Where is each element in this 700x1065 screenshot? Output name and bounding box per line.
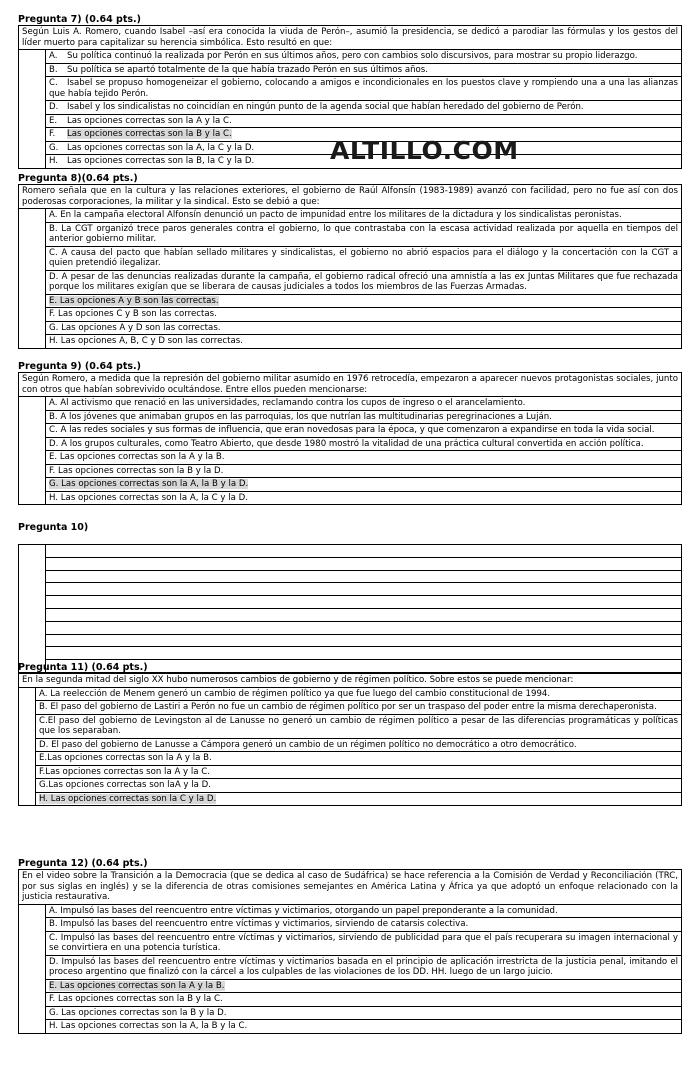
question-11-stem: En la segunda mitad del siglo XX hubo numerosos cambios de gobierno y de régimen político. Sobre estos se puede mencionar:: [18, 673, 682, 688]
blank-row: [45, 622, 681, 635]
option-d[interactable]: D. Impulsó las bases del reencuentro entre víctimas y victimarios basada en el principio de aplicación irrestricta de la justicia penal, imitando el proceso argentino que finalizó con la cárcel a los culpables de las violaciones de los DD. HH. luego de un largo juicio.: [45, 956, 681, 980]
option-h[interactable]: H. Las opciones correctas son la A, la C y la D.: [45, 492, 681, 505]
question-9-title: Pregunta 9) (0.64 pts.): [18, 361, 141, 372]
question-11-title: Pregunta 11) (0.64 pts.): [18, 662, 148, 673]
blank-row: [45, 545, 681, 558]
question-12-stem: En el video sobre la Transición a la Democracia (que se dedica al caso de Sudáfrica) se hace referencia a la Comisión de Verdad y Reconciliación (TRC, por sus siglas en inglés) y se la diferencia de otras comisiones semejantes en América Latina y África ya que adoptó un enfoque relacionado con la justicia restaurativa.: [18, 869, 682, 905]
question-7-stem: Según Luis A. Romero, cuando Isabel –así era conocida la viuda de Perón–, asumió la presidencia, se dedicó a parodiar las fórmulas y los gestos del líder muerto para capitalizar su herencia simbólica. Esto resultó en que:: [18, 25, 682, 50]
blank-row: [45, 635, 681, 648]
option-b[interactable]: B. A los jóvenes que animaban grupos en las parroquias, los que nutrían las multitudinarias peregrinaciones a Luján.: [45, 411, 681, 425]
question-10-title: Pregunta 10): [18, 522, 89, 533]
blank-row: [45, 609, 681, 622]
watermark-logo: ALTILLO.COM: [330, 136, 519, 165]
option-c[interactable]: C. Isabel se propuso homogeneizar el gobierno, colocando a amigos e incondicionales en los puestos clave y rompiendo una a una las alianzas que había tejido Perón.: [45, 77, 681, 101]
option-e[interactable]: E.Las opciones correctas son la A y la B.: [35, 752, 681, 766]
option-g[interactable]: G. Las opciones correctas son la A, la B y la D.: [45, 478, 681, 492]
question-8-title: Pregunta 8)(0.64 pts.): [18, 173, 138, 184]
option-c[interactable]: C. A las redes sociales y sus formas de influencia, que eran novedosas para la época, y que comenzaron a expandirse en toda la vida social.: [45, 424, 681, 438]
option-g[interactable]: G. Las opciones A y D son las correctas.: [45, 322, 681, 336]
question-9-options: [18, 397, 682, 505]
option-f[interactable]: F.Las opciones correctas son la A y la C.: [35, 766, 681, 780]
question-10-blank-table: [18, 544, 682, 673]
option-h[interactable]: H. Las opciones correctas son la B, la C y la D.: [45, 155, 681, 168]
question-9: [18, 361, 682, 505]
option-b[interactable]: B. Su política se apartó totalmente de la que había trazado Perón en sus últimos años.: [45, 64, 681, 78]
option-b[interactable]: B. El paso del gobierno de Lastiri a Perón no fue un cambio de régimen político por ser un traspaso del poder entre la misma derechaperonista.: [35, 701, 681, 715]
option-e[interactable]: E. Las opciones A y B son las correctas.: [45, 295, 681, 309]
question-12-title: Pregunta 12) (0.64 pts.): [18, 858, 148, 869]
option-e[interactable]: E. Las opciones correctas son la A y la C.: [45, 115, 681, 129]
option-e[interactable]: E. Las opciones correctas son la A y la B.: [45, 980, 681, 994]
blank-row: [45, 583, 681, 596]
option-f[interactable]: F. Las opciones correctas son la B y la D.: [45, 465, 681, 479]
blank-row: [45, 571, 681, 584]
option-a[interactable]: A. Al activismo que renació en las universidades, reclamando contra los cupos de ingreso o el arancelamiento.: [45, 397, 681, 411]
option-g[interactable]: G. Las opciones correctas son la B y la D.: [45, 1007, 681, 1021]
option-c[interactable]: C. Impulsó las bases del reencuentro entre víctimas y victimarios, sirviendo de publicidad para que el país recuperara su imagen internacional y se convirtiera en una potencia turística.: [45, 932, 681, 956]
option-g[interactable]: G. Las opciones correctas son la A, la C y la D.: [45, 142, 681, 156]
option-h[interactable]: H. Las opciones correctas son la C y la D.: [35, 793, 681, 806]
question-8: [18, 173, 682, 349]
question-8-stem: Romero señala que en la cultura y las relaciones exteriores, el gobierno de Raúl Alfonsín (1983-1989) avanzó con facilidad, pero no fue así con dos poderosas corporaciones, la militar y la sindical. Esto se debió a que:: [18, 184, 682, 209]
option-g[interactable]: G.Las opciones correctas son laA y la D.: [35, 779, 681, 793]
option-h[interactable]: H. Las opciones correctas son la A, la B y la C.: [45, 1020, 681, 1033]
blank-row: [45, 596, 681, 609]
question-10: [18, 522, 682, 673]
question-8-options: [18, 209, 682, 349]
question-11: [18, 662, 682, 806]
question-12: [18, 858, 682, 1034]
blank-row: [45, 647, 681, 660]
option-a[interactable]: A. La reelección de Menem generó un cambio de régimen político ya que fue luego del cambio constitucional de 1994.: [35, 688, 681, 702]
option-d[interactable]: D. A pesar de las denuncias realizadas durante la campaña, el gobierno radical ofreció una amnistía a las ex Juntas Militares que fue rechazada porque los militares exigían que se liberara de causas judiciales a todos los miembros de las Fuerzas Armadas.: [45, 271, 681, 295]
option-d[interactable]: D. Isabel y los sindicalistas no coincidían en ningún punto de la agenda social que habían heredado del gobierno de Perón.: [45, 101, 681, 115]
option-h[interactable]: H. Las opciones A, B, C y D son las correctas.: [45, 335, 681, 348]
option-d[interactable]: D. El paso del gobierno de Lanusse a Cámpora generó un cambio de un régimen político no democrático a otro democrático.: [35, 739, 681, 753]
option-f[interactable]: F. Las opciones C y B son las correctas.: [45, 308, 681, 322]
option-b[interactable]: B. Impulsó las bases del reencuentro entre víctimas y victimarios, sirviendo de catarsis colectiva.: [45, 918, 681, 932]
option-a[interactable]: A. En la campaña electoral Alfonsín denunció un pacto de impunidad entre los militares de la dictadura y los sindicalistas peronistas.: [45, 209, 681, 223]
option-c[interactable]: C.El paso del gobierno de Levingston al de Lanusse no generó un cambio de régimen político a pesar de las diferencias programáticas y políticas que los separaban.: [35, 715, 681, 739]
question-12-options: [18, 905, 682, 1034]
option-b[interactable]: B. La CGT organizó trece paros generales contra el gobierno, lo que contrastaba con la escasa actividad realizada por aquella en tiempos del anterior gobierno militar.: [45, 223, 681, 247]
option-e[interactable]: E. Las opciones correctas son la A y la B.: [45, 451, 681, 465]
blank-row: [45, 558, 681, 571]
option-a[interactable]: A. Su política continuó la realizada por Perón en sus últimos años, pero con cambios solo discursivos, para mostrar su propio liderazgo.: [45, 50, 681, 64]
option-d[interactable]: D. A los grupos culturales, como Teatro Abierto, que desde 1980 mostró la vitalidad de una práctica cultural convertida en acción política.: [45, 438, 681, 452]
option-f[interactable]: F. Las opciones correctas son la B y la C.: [45, 993, 681, 1007]
option-a[interactable]: A. Impulsó las bases del reencuentro entre víctimas y victimarios, otorgando un papel preponderante a la comunidad.: [45, 905, 681, 919]
question-9-stem: Según Romero, a medida que la represión del gobierno militar asumido en 1976 retrocedía, empezaron a aparecer nuevos protagonistas sociales, junto con otros que habían sobrevivido ocultándose. Entre ellos pueden mencionarse:: [18, 372, 682, 397]
option-f[interactable]: F. Las opciones correctas son la B y la C.: [45, 128, 681, 142]
question-7-title: Pregunta 7) (0.64 pts.): [18, 14, 141, 25]
option-c[interactable]: C. A causa del pacto que habían sellado militares y sindicalistas, el gobierno no abrió espacios para el diálogo y la concertación con la CGT a quien pretendió ilegalizar.: [45, 247, 681, 271]
question-11-options: [18, 688, 682, 807]
